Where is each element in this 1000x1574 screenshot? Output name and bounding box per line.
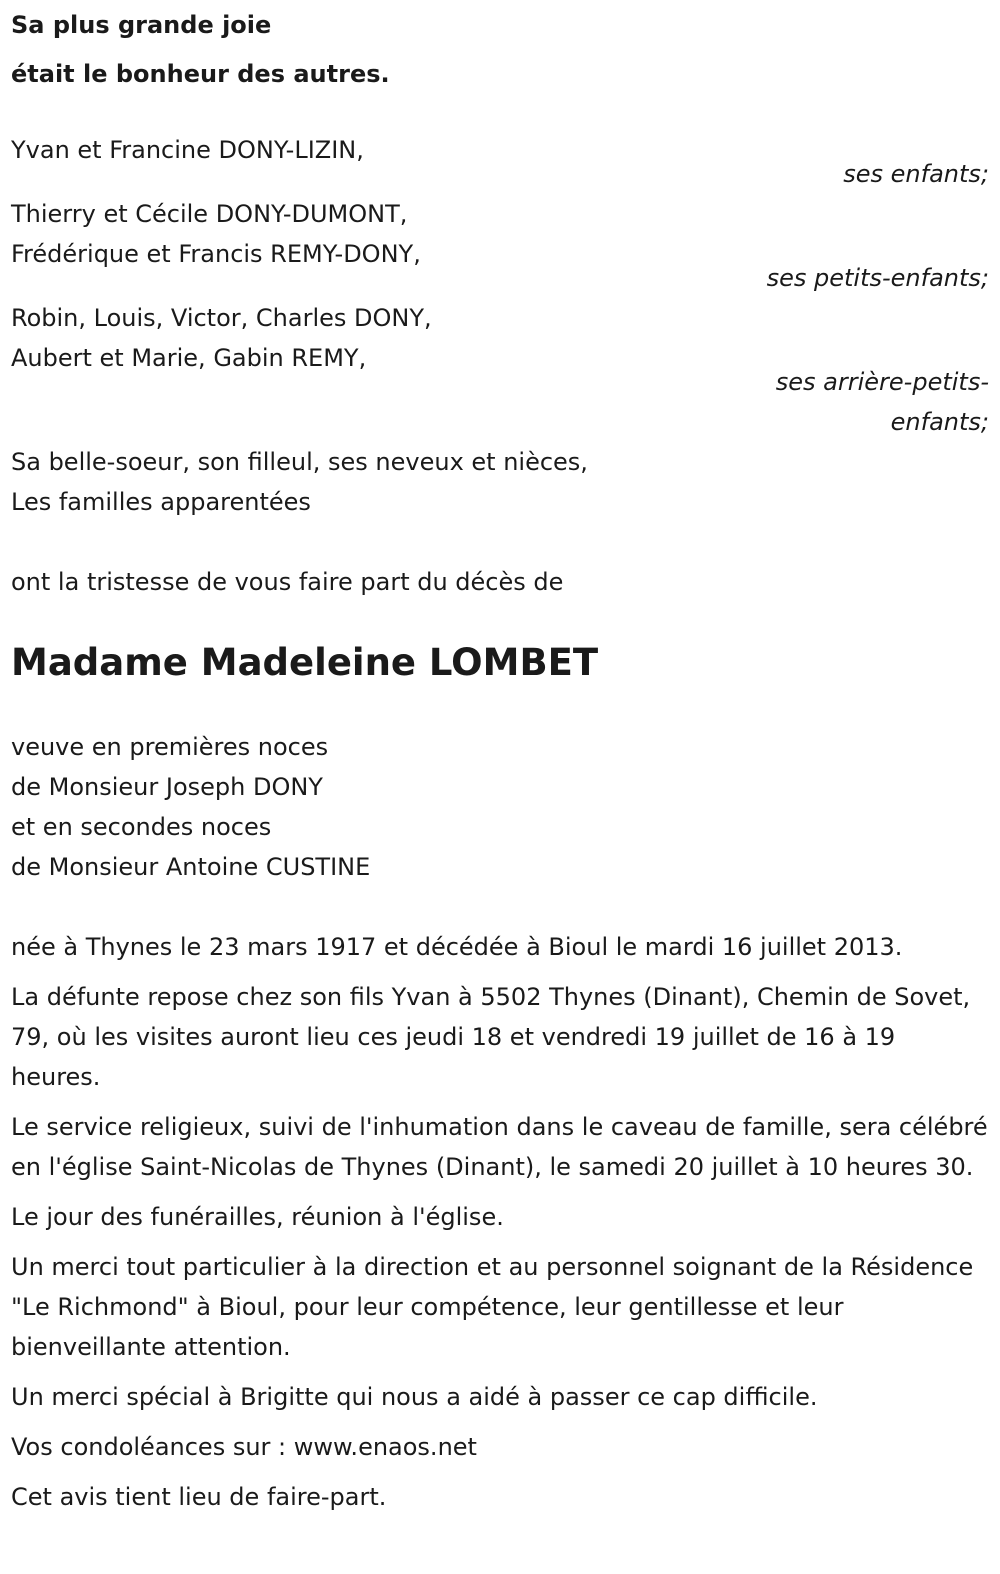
funeral-day-paragraph: Le jour des funérailles, réunion à l'église.: [11, 1203, 504, 1231]
grandchildren-names-1: Thierry et Cécile DONY-DUMONT,: [11, 200, 408, 228]
greatgrandchildren-names-1: Robin, Louis, Victor, Charles DONY,: [11, 304, 432, 332]
service-paragraph: Le service religieux, suivi de l'inhumation dans le caveau de famille, sera célébré en l'église Saint-Nicolas de Thynes (Dinant), le samedi 20 juillet à 10 heures 30.: [11, 1113, 988, 1181]
epigraph-line-2: était le bonheur des autres.: [11, 60, 390, 88]
widow-line-1: veuve en premières noces: [11, 733, 329, 761]
children-names: Yvan et Francine DONY-LIZIN,: [11, 136, 364, 164]
relatives-line-2: Les familles apparentées: [11, 488, 311, 516]
obituary-notice: [11, 0, 989, 1517]
grandchildren-role: ses petits-enfants;: [766, 264, 989, 292]
announcement: ont la tristesse de vous faire part du décès de: [11, 568, 564, 596]
greatgrandchildren-role: ses arrière-petits-enfants;: [775, 368, 989, 436]
epigraph: [11, 1, 989, 99]
birth-death-paragraph: née à Thynes le 23 mars 1917 et décédée à Bioul le mardi 16 juillet 2013.: [11, 933, 903, 961]
condolences-paragraph: Vos condoléances sur : www.enaos.net: [11, 1433, 477, 1461]
epigraph-line-1: Sa plus grande joie: [11, 11, 272, 39]
children-role: ses enfants;: [843, 160, 989, 188]
widow-line-2: de Monsieur Joseph DONY: [11, 773, 323, 801]
relatives-line-1: Sa belle-soeur, son filleul, ses neveux et nièces,: [11, 448, 588, 476]
widow-line-3: et en secondes noces: [11, 813, 272, 841]
greatgrandchildren-names-2: Aubert et Marie, Gabin REMY,: [11, 344, 367, 372]
notice-paragraph: Cet avis tient lieu de faire-part.: [11, 1483, 387, 1511]
visitation-paragraph: La défunte repose chez son fils Yvan à 5502 Thynes (Dinant), Chemin de Sovet, 79, où les visites auront lieu ces jeudi 18 et vendredi 19 juillet de 16 à 19 heures.: [11, 983, 971, 1091]
grandchildren-names-2: Frédérique et Francis REMY-DONY,: [11, 240, 421, 268]
deceased-name: Madame Madeleine LOMBET: [11, 641, 599, 684]
widow-line-4: de Monsieur Antoine CUSTINE: [11, 853, 371, 881]
thanks-residence-paragraph: Un merci tout particulier à la direction et au personnel soignant de la Résidence "Le Richmond" à Bioul, pour leur compétence, leur gentillesse et leur bienveillante attention.: [11, 1253, 974, 1361]
thanks-brigitte-paragraph: Un merci spécial à Brigitte qui nous a aidé à passer ce cap difficile.: [11, 1383, 818, 1411]
